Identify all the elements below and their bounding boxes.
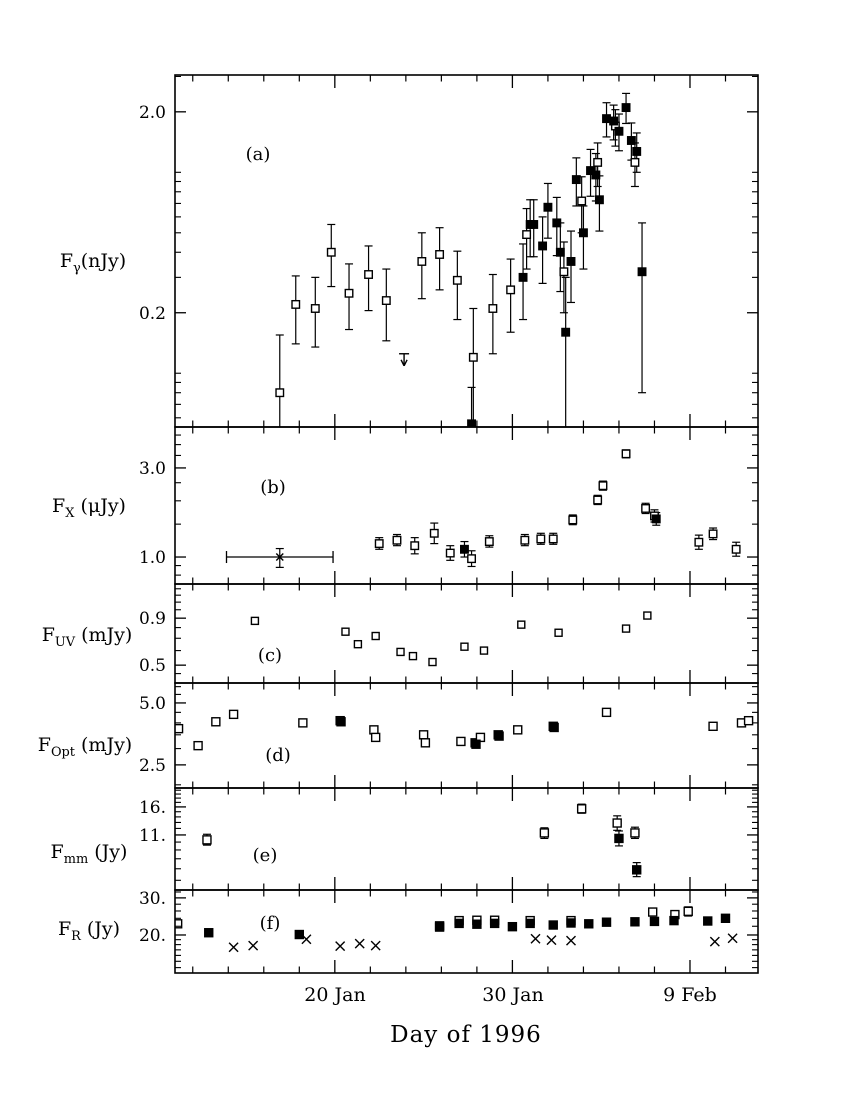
- open-square-marker: [431, 530, 439, 538]
- open-square-marker: [709, 530, 717, 538]
- filled-square-marker: [495, 732, 503, 740]
- ytick-e-16: 16.: [138, 798, 166, 818]
- filled-square-marker: [472, 740, 480, 748]
- filled-square-marker: [553, 219, 561, 227]
- xtick-9feb: 9 Feb: [663, 984, 717, 1006]
- filled-square-marker: [592, 171, 600, 179]
- open-square-marker: [447, 549, 455, 557]
- ytick-d-5.0: 5.0: [138, 694, 166, 714]
- open-square-marker: [649, 908, 657, 916]
- filled-square-marker: [615, 128, 623, 136]
- filled-square-marker: [603, 115, 611, 123]
- ytick-a-0.2: 0.2: [138, 304, 166, 324]
- open-square-marker: [594, 159, 602, 167]
- x-marker: [531, 934, 540, 943]
- open-square-marker: [372, 733, 380, 741]
- y-axis-title-xray: $F_X$ (μJy): [52, 495, 126, 521]
- open-square-marker: [631, 829, 639, 837]
- panel-d-data: [175, 708, 753, 749]
- filled-square-marker: [631, 918, 639, 926]
- open-square-marker: [594, 496, 602, 504]
- open-square-marker: [251, 617, 258, 624]
- open-square-marker: [507, 286, 515, 294]
- x-marker: [229, 943, 238, 952]
- open-square-marker: [537, 535, 545, 543]
- filled-square-marker: [436, 922, 444, 930]
- filled-square-marker: [491, 919, 499, 927]
- filled-square-marker: [704, 917, 712, 925]
- x-marker: [336, 942, 345, 951]
- panel-b-data: [226, 450, 740, 568]
- ytick-d-2.5: 2.5: [138, 756, 166, 776]
- panel-e-frame: [175, 788, 758, 890]
- open-square-marker: [486, 538, 494, 546]
- open-square-marker: [342, 628, 349, 635]
- open-square-marker: [370, 726, 378, 734]
- filled-square-marker: [596, 196, 604, 204]
- y-axis-title-mm: $F_{mm}$ (Jy): [50, 841, 128, 867]
- x-marker: [355, 939, 364, 948]
- filled-square-marker: [585, 920, 593, 928]
- filled-square-marker: [539, 242, 547, 250]
- open-square-marker: [194, 742, 202, 750]
- y-axis-title-gamma: $F_\gamma(nJy)$: [59, 250, 127, 276]
- open-square-marker: [418, 258, 426, 266]
- open-square-marker: [436, 251, 444, 259]
- panel-a-data: [276, 93, 646, 464]
- ytick-a-2.0: 2.0: [138, 103, 166, 123]
- filled-square-marker: [722, 914, 730, 922]
- open-square-marker: [549, 535, 557, 543]
- open-square-marker: [429, 659, 436, 666]
- filled-square-marker: [567, 258, 575, 266]
- open-square-marker: [409, 653, 416, 660]
- y-axis-title-uv: $F_{UV}$ (mJy): [41, 624, 133, 650]
- open-square-marker: [745, 717, 753, 725]
- filled-square-marker: [455, 919, 463, 927]
- filled-square-marker: [557, 249, 565, 257]
- filled-square-marker: [337, 718, 345, 726]
- open-square-marker: [457, 737, 465, 745]
- filled-square-marker: [473, 920, 481, 928]
- open-square-marker: [560, 268, 568, 276]
- y-axis-title-optical: $F_{Opt}$ (mJy): [37, 734, 133, 760]
- open-square-marker: [312, 305, 320, 313]
- filled-square-marker: [638, 268, 646, 276]
- filled-square-marker: [615, 834, 623, 842]
- open-square-marker: [212, 718, 220, 726]
- open-square-marker: [365, 271, 373, 279]
- open-square-marker: [461, 643, 468, 650]
- open-square-marker: [695, 538, 703, 546]
- x-marker: [728, 934, 737, 943]
- open-square-marker: [397, 648, 404, 655]
- open-square-marker: [631, 159, 639, 167]
- x-axis-title: Day of 1996: [390, 1022, 542, 1048]
- x-marker: [547, 936, 556, 945]
- open-square-marker: [230, 710, 238, 718]
- filled-square-marker: [650, 917, 658, 925]
- open-square-marker: [276, 389, 284, 397]
- panel-label-b: (b): [260, 477, 286, 498]
- panel-label-f: (f): [259, 913, 281, 934]
- ytick-c-0.5: 0.5: [138, 656, 166, 676]
- ytick-f-20: 20.: [138, 926, 166, 946]
- filled-square-marker: [549, 921, 557, 929]
- open-square-marker: [622, 450, 630, 458]
- open-square-marker: [732, 546, 740, 554]
- filled-square-marker: [562, 328, 570, 336]
- open-square-marker: [468, 555, 476, 563]
- open-square-marker: [454, 277, 462, 285]
- open-square-marker: [603, 708, 611, 716]
- open-square-marker: [420, 731, 428, 739]
- open-square-marker: [470, 354, 478, 362]
- filled-square-marker: [205, 929, 213, 937]
- filled-square-marker: [526, 919, 534, 927]
- open-square-marker: [555, 629, 562, 636]
- open-square-marker: [523, 231, 531, 239]
- panel-c-data: [251, 612, 650, 665]
- open-square-marker: [684, 907, 692, 915]
- panel-label-d: (d): [265, 745, 291, 766]
- open-square-marker: [345, 290, 353, 298]
- ytick-f-30: 30.: [138, 889, 166, 909]
- filled-square-marker: [530, 221, 538, 229]
- open-square-marker: [372, 633, 379, 640]
- filled-square-marker: [603, 918, 611, 926]
- open-square-marker: [393, 536, 401, 544]
- open-square-marker: [375, 540, 383, 548]
- open-square-marker: [709, 722, 717, 730]
- open-square-marker: [514, 726, 522, 734]
- open-square-marker: [540, 829, 548, 837]
- filled-square-marker: [580, 229, 588, 237]
- panel-c-frame: [175, 584, 758, 683]
- panel-label-e: (e): [252, 845, 278, 866]
- open-square-marker: [521, 536, 529, 544]
- panel-label-a: (a): [245, 144, 271, 165]
- open-square-marker: [578, 805, 586, 813]
- xtick-20jan: 20 Jan: [304, 984, 366, 1006]
- panel-b-frame: [175, 427, 758, 584]
- x-marker: [567, 936, 576, 945]
- filled-square-marker: [633, 148, 641, 156]
- filled-square-marker: [670, 917, 678, 925]
- filled-square-marker: [633, 866, 641, 874]
- open-square-marker: [642, 505, 650, 512]
- open-square-marker: [299, 719, 307, 727]
- filled-square-marker: [519, 274, 527, 282]
- open-square-marker: [569, 516, 577, 524]
- open-square-marker: [644, 612, 651, 619]
- ytick-c-0.9: 0.9: [138, 609, 166, 629]
- open-square-marker: [613, 819, 621, 827]
- filled-square-marker: [567, 919, 575, 927]
- x-marker: [710, 937, 719, 946]
- open-square-marker: [421, 739, 429, 747]
- open-square-marker: [292, 301, 300, 309]
- xtick-30jan: 30 Jan: [482, 984, 544, 1006]
- open-square-marker: [480, 647, 487, 654]
- panel-a-frame: [175, 75, 758, 427]
- ytick-b-1.0: 1.0: [138, 548, 166, 568]
- y-axis-title-radio: $F_R$ (Jy): [57, 918, 121, 944]
- open-square-marker: [328, 249, 336, 257]
- filled-square-marker: [610, 117, 618, 125]
- filled-square-marker: [652, 515, 660, 523]
- open-square-marker: [599, 482, 607, 490]
- open-square-marker: [383, 297, 391, 305]
- ytick-b-3.0: 3.0: [138, 459, 166, 479]
- open-square-marker: [578, 197, 586, 205]
- panel-d-frame: [175, 683, 758, 788]
- open-square-marker: [354, 641, 361, 648]
- filled-square-marker: [508, 923, 516, 931]
- open-square-marker: [203, 836, 211, 844]
- filled-square-marker: [622, 104, 630, 112]
- filled-square-marker: [544, 204, 552, 212]
- open-square-marker: [411, 542, 419, 550]
- filled-square-marker: [550, 723, 558, 731]
- filled-square-marker: [573, 176, 581, 184]
- ytick-e-11: 11.: [138, 826, 166, 846]
- filled-square-marker: [628, 137, 636, 145]
- open-square-marker: [623, 625, 630, 632]
- open-square-marker: [518, 621, 525, 628]
- x-marker: [371, 941, 380, 950]
- open-square-marker: [489, 305, 497, 313]
- filled-square-marker: [461, 546, 469, 554]
- panel-label-c: (c): [257, 645, 283, 666]
- upper-limit-arrow: [399, 354, 409, 366]
- x-marker: [249, 941, 258, 950]
